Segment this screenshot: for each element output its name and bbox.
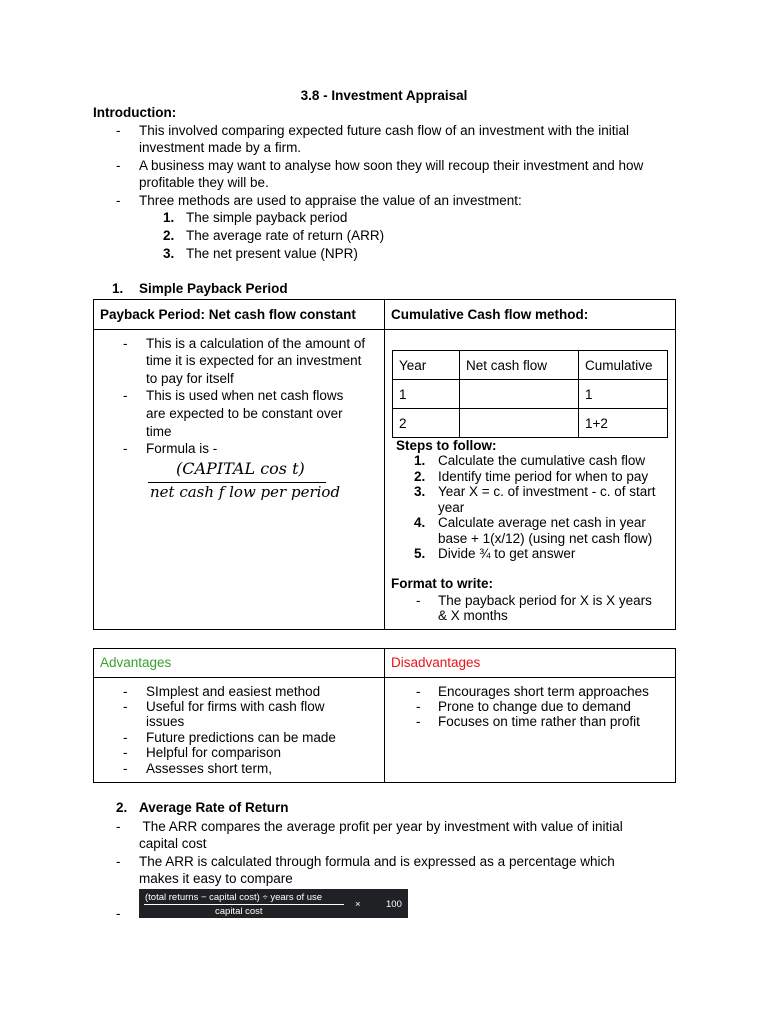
arr-bullet-line: makes it easy to compare [139,871,293,886]
method-item: The net present value (NPR) [186,246,358,261]
format-line: The payback period for X is X years [438,593,652,608]
section-heading: Average Rate of Return [139,800,289,815]
bullet-dash: - [123,761,128,776]
step-text: Divide ¾ to get answer [438,546,576,561]
section-heading: Simple Payback Period [139,281,288,296]
method-number: 1. [163,210,175,225]
bullet-dash: - [416,714,421,729]
table-divider [384,299,385,630]
bullet-dash: - [123,336,128,351]
step-text: Year X = c. of investment - c. of start [438,484,656,499]
bullet-dash: - [116,158,121,173]
arr-formula-numerator: (total returns − capital cost) ÷ years of use [145,892,323,903]
disadvantage-item: Prone to change due to demand [438,699,631,714]
bullet-dash: - [116,193,121,208]
step-number: 3. [414,484,426,499]
payback-bullet-line: time it is expected for an investment [146,353,362,368]
step-text: Calculate the cumulative cash flow [438,453,646,468]
payback-bullet-line: This is used when net cash flows [146,388,344,403]
bullet-dash: - [116,123,121,138]
advantage-item: Assesses short term, [146,761,273,776]
format-line: & X months [438,608,508,623]
arr-formula-times: × [355,899,361,910]
bullet-dash: - [116,906,121,921]
bullet-dash: - [416,684,421,699]
table-header-cell: Net cash flow [460,351,579,380]
table-cell: 1+2 [579,409,668,438]
step-text: base + 1(x/12) (using net cash flow) [438,531,653,546]
table-cell [460,380,579,409]
table-cell: 2 [393,409,460,438]
bullet-dash: - [123,699,128,714]
method-item: The simple payback period [186,210,348,225]
disadvantage-item: Encourages short term approaches [438,684,649,699]
method-number: 3. [163,246,175,261]
arr-bullet-line: The ARR is calculated through formula and is expressed as a percentage which [139,854,615,869]
advantage-item: Helpful for comparison [146,745,282,760]
intro-bullet-1-line-2: investment made by a firm. [139,140,302,155]
bullet-dash: - [123,730,128,745]
payback-bullet-line: time [146,424,172,439]
step-text: Identify time period for when to pay [438,469,649,484]
method-number: 2. [163,228,175,243]
bullet-dash: - [123,388,128,403]
step-number: 1. [414,453,426,468]
step-number: 4. [414,515,426,530]
payback-bullet-line: This is a calculation of the amount of [146,336,366,351]
table-header-cell: Year [393,351,460,380]
page-title: 3.8 - Investment Appraisal [300,88,468,103]
step-number: 5. [414,546,426,561]
table-header-cell: Cumulative [579,351,668,380]
steps-heading: Steps to follow: [396,438,497,453]
bullet-dash: - [116,854,121,869]
table-divider [384,648,385,783]
payback-bullet-line: to pay for itself [146,371,234,386]
payback-bullet-line: Formula is - [146,441,218,456]
payback-right-header: Cumulative Cash flow method: [391,307,589,322]
step-number: 2. [414,469,426,484]
bullet-dash: - [116,819,121,834]
bullet-dash: - [416,699,421,714]
bullet-dash: - [123,684,128,699]
advantage-item: issues [146,714,185,729]
method-item: The average rate of return (ARR) [186,228,385,243]
arr-formula-box [139,889,408,918]
payback-left-header: Payback Period: Net cash flow constant [100,307,356,322]
table-divider [93,677,676,678]
disadvantages-label: Disadvantages [391,655,481,670]
arr-bullet-line: capital cost [139,836,207,851]
formula-denominator: net cash f low per period [150,483,341,501]
step-text: Calculate average net cash in year [438,515,646,530]
advantages-label: Advantages [100,655,172,670]
table-cell [460,409,579,438]
advantage-item: Future predictions can be made [146,730,336,745]
advantage-item: Useful for firms with cash flow [146,699,325,714]
formula-numerator: (CAPITAL cos t) [176,459,305,478]
intro-bullet-3: Three methods are used to appraise the value of an investment: [139,193,522,208]
arr-formula-denominator: capital cost [215,906,263,917]
bullet-dash: - [416,593,421,608]
arr-bullet-line: The ARR compares the average profit per year by investment with value of initial [139,819,623,834]
intro-bullet-1-line-1: This involved comparing expected future cash flow of an investment with the initial [139,123,630,138]
intro-bullet-2-line-2: profitable they will be. [139,175,269,190]
intro-bullet-2-line-1: A business may want to analyse how soon they will recoup their investment and how [139,158,644,173]
section-number: 2. [116,800,128,815]
advantage-item: SImplest and easiest method [146,684,321,699]
intro-heading: Introduction: [93,105,177,120]
bullet-dash: - [123,441,128,456]
table-cell: 1 [579,380,668,409]
section-number: 1. [112,281,124,296]
table-divider [93,329,676,330]
cumulative-table [392,350,668,438]
disadvantage-item: Focuses on time rather than profit [438,714,640,729]
arr-formula-bar [144,904,344,905]
bullet-dash: - [123,745,128,760]
arr-formula-100: 100 [386,899,402,910]
table-cell: 1 [393,380,460,409]
payback-bullet-line: are expected to be constant over [146,406,343,421]
step-text: year [438,500,465,515]
format-heading: Format to write: [391,576,494,591]
